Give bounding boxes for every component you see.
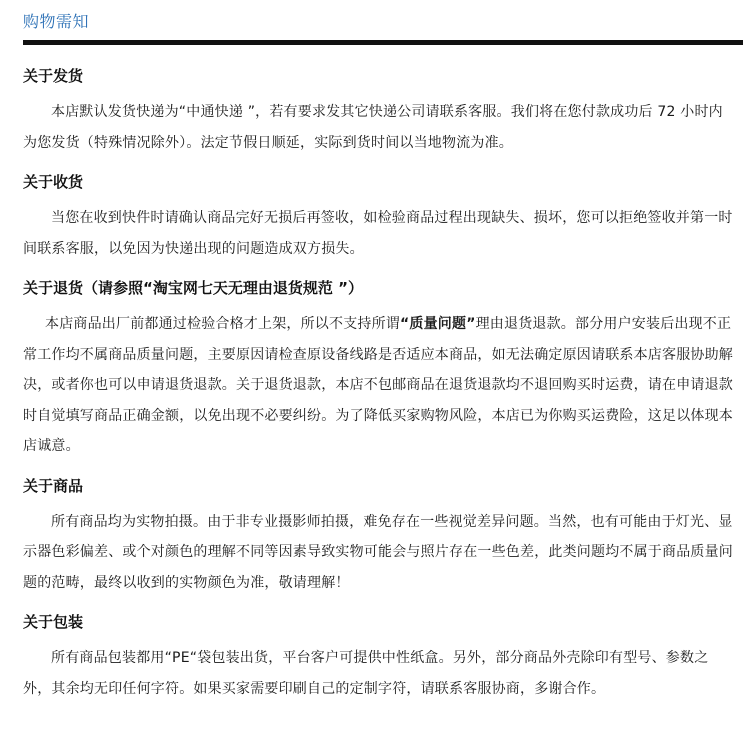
section-heading-receiving: 关于收货 [23, 173, 84, 191]
notice-content [23, 62, 733, 714]
section-body-returns [23, 309, 733, 462]
section-returns [23, 274, 733, 462]
section-heading-packaging: 关于包装 [23, 613, 84, 631]
section-body-receiving: 当您在收到快件时请确认商品完好无损后再签收，如检验商品过程出现缺失、损坏，您可以拒绝签收并第一时间联系客服，以免因为快递出现的问题造成双方损失。 [23, 210, 733, 257]
section-heading-returns: 关于退货（请参照“淘宝网七天无理由退货规范 ”） [23, 279, 363, 297]
returns-body-before: 本店商品出厂前都通过检验合格才上架，所以不支持所谓 [45, 316, 400, 332]
returns-body-after: 理由退货退款。部分用户安装后出现不正常工作均不属商品质量问题，主要原因请检查原设备线路是否适应本商品，如无法确定原因请联系本店客服协助解决，或者你也可以申请退货退款。关于退货退款，本店不包邮商品在退货退款均不退回购买时运费，请在申请退款时自觉填写商品正确金额，以免出现不必要纠纷。为了降低买家购物风险，本店已为你购买运费险，这足以体现本店诚意。 [23, 316, 733, 454]
title-divider [23, 40, 743, 45]
section-body-shipping: 本店默认发货快递为“中通快递 ”，若有要求发其它快递公司请联系客服。我们将在您付款成功后 72 小时内为您发货（特殊情况除外）。法定节假日顺延，实际到货时间以当地物流为准。 [23, 104, 723, 151]
section-body-packaging: 所有商品包装都用“PE“袋包装出货，平台客户可提供中性纸盒。另外，部分商品外壳除印有型号、参数之外，其余均无印任何字符。如果买家需要印刷自己的定制字符，请联系客服协商，多谢合作。 [23, 650, 709, 697]
section-receiving [23, 168, 733, 264]
page-title: 购物需知 [23, 12, 90, 31]
section-shipping [23, 62, 733, 158]
section-heading-products: 关于商品 [23, 476, 84, 495]
section-body-products: 所有商品均为实物拍摄。由于非专业摄影师拍摄，难免存在一些视觉差异问题。当然，也有可能由于灯光、显示器色彩偏差、或个对颜色的理解不同等因素导致实物可能会与照片存在一些色差，此类问题均不属于商品质量问题的范畴，最终以收到的实物颜色为准，敬请理解！ [23, 513, 733, 591]
section-products [23, 472, 733, 599]
returns-body-emphasis: “质量问题” [400, 316, 476, 332]
section-packaging [23, 608, 733, 704]
section-heading-shipping: 关于发货 [23, 67, 84, 85]
